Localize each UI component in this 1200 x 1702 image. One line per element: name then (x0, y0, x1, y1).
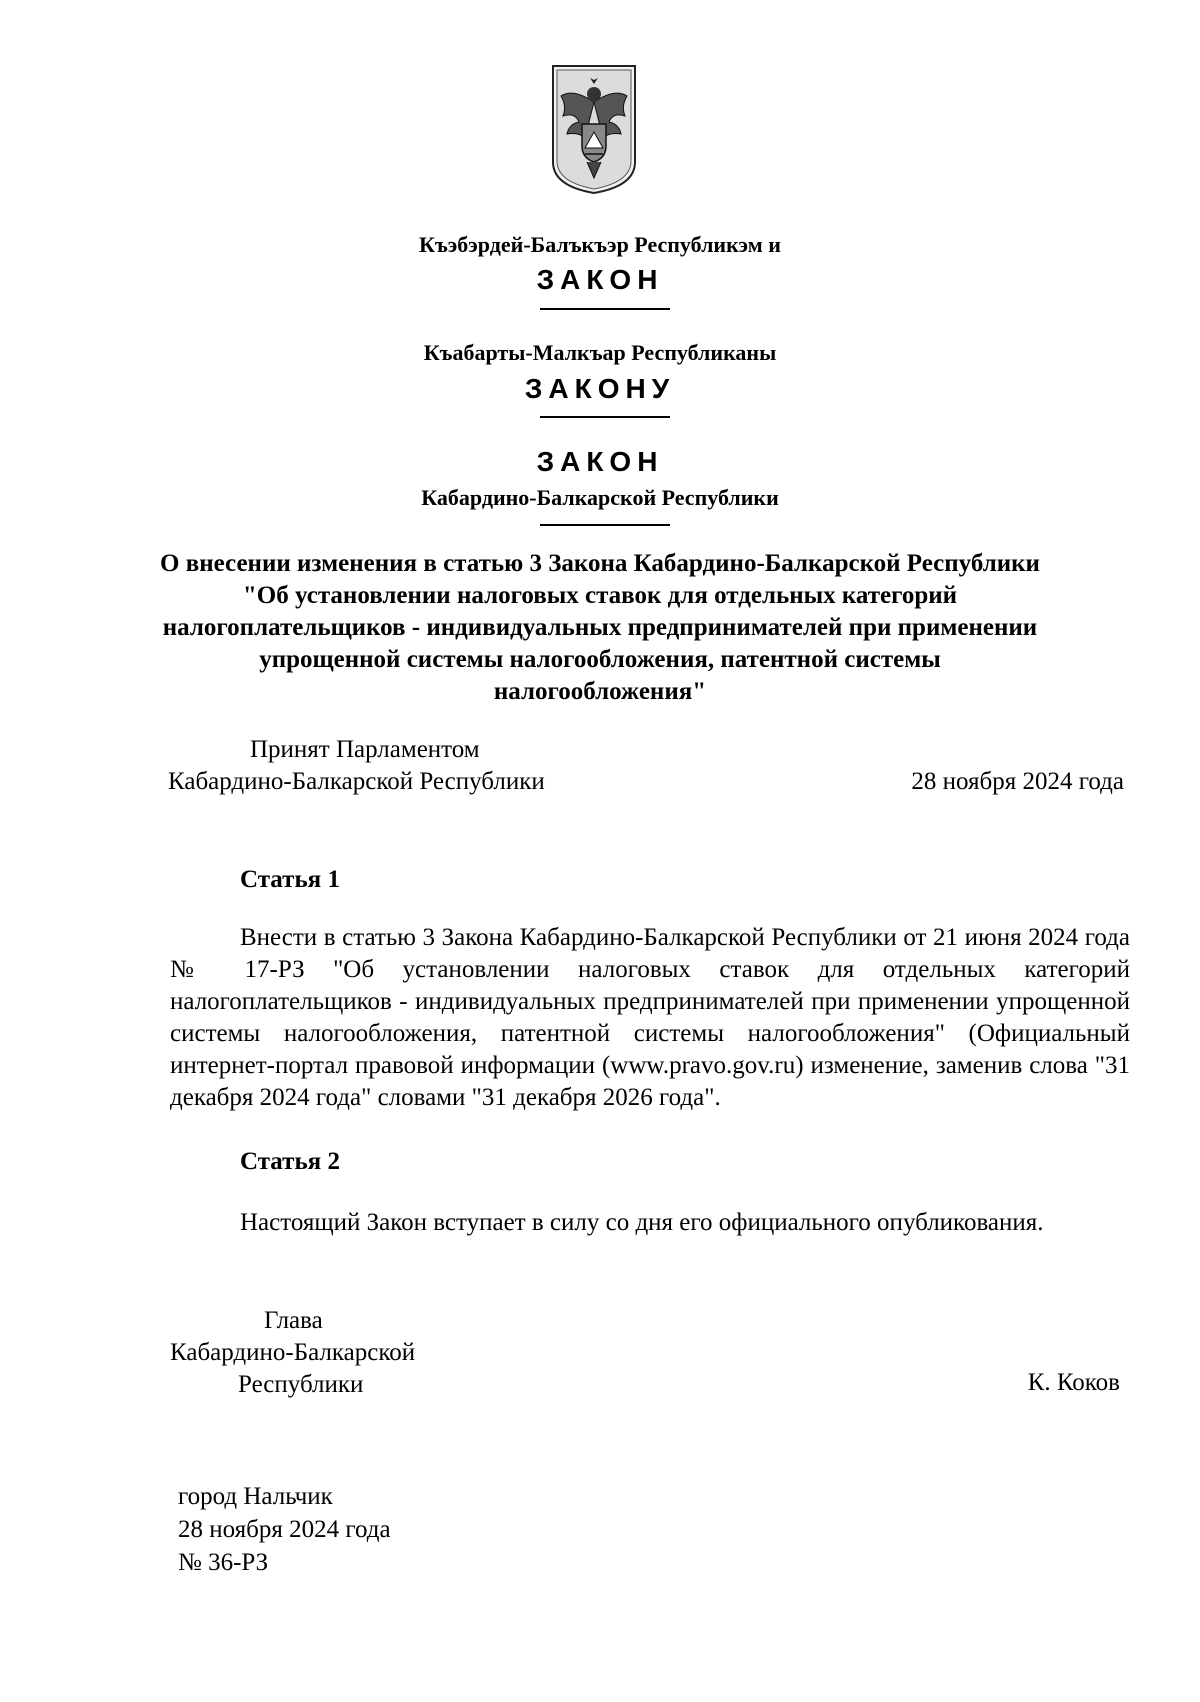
signatory-title-line2: Кабардино-Балкарской (170, 1339, 416, 1366)
kabardian-republic-name: Къэбэрдей-Балъкъэр Республикэм и (419, 232, 781, 257)
article-2-heading: Статья 2 (240, 1148, 340, 1175)
kabardian-law-word: ЗАКОН (536, 264, 664, 295)
adopted-by-line1: Принят Парламентом (250, 736, 480, 763)
divider-rule (540, 308, 670, 310)
divider-rule (540, 416, 670, 418)
signing-date: 28 ноября 2024 года (178, 1516, 391, 1543)
signatory-name: К. Коков (1027, 1369, 1120, 1396)
divider-rule (540, 524, 670, 526)
law-number: № 36-РЗ (178, 1549, 269, 1576)
coat-of-arms-icon (549, 62, 639, 196)
russian-law-word: ЗАКОН (536, 446, 664, 477)
signatory-title-line3: Республики (238, 1371, 364, 1398)
signatory-title-line1: Глава (264, 1307, 323, 1334)
article-2-text: Настоящий Закон вступает в силу со дня его официального опубликования. (240, 1209, 1044, 1236)
russian-republic-name: Кабардино-Балкарской Республики (421, 485, 779, 510)
law-title: О внесении изменения в статью 3 Закона Кабардино-Балкарской Республики "Об установлении налоговых ставок для отдельных категорий налогоплательщиков - индивидуальных предпринимателей при применении упрощенной системы налогообложения, патентной системы налогообложения" (160, 550, 1040, 705)
adoption-date: 28 ноября 2024 года (911, 768, 1124, 795)
balkar-law-word: ЗАКОНУ (524, 373, 676, 404)
signatory-title (170, 1305, 415, 1401)
adopted-by-line2: Кабардино-Балкарской Республики (168, 768, 545, 795)
city: город Нальчик (178, 1483, 333, 1510)
balkar-republic-name: Къабарты-Малкъар Республиканы (423, 340, 777, 365)
adopted-by (168, 734, 545, 798)
article-1-heading: Статья 1 (240, 866, 340, 893)
article-1-text: Внести в статью 3 Закона Кабардино-Балкарской Республики от 21 июня 2024 года № 17-РЗ "Об установлении налоговых ставок для отдельных категорий налогоплательщиков - индивидуальных предпринимателей при применении упрощенной системы налогообложения, патентной системы налогообложения" (Официальный интернет-портал правовой информации (www.pravo.gov.ru) изменение, заменив слова "31 декабря 2024 года" словами "31 декабря 2026 года". (170, 924, 1130, 1111)
place-date-number (178, 1480, 391, 1579)
